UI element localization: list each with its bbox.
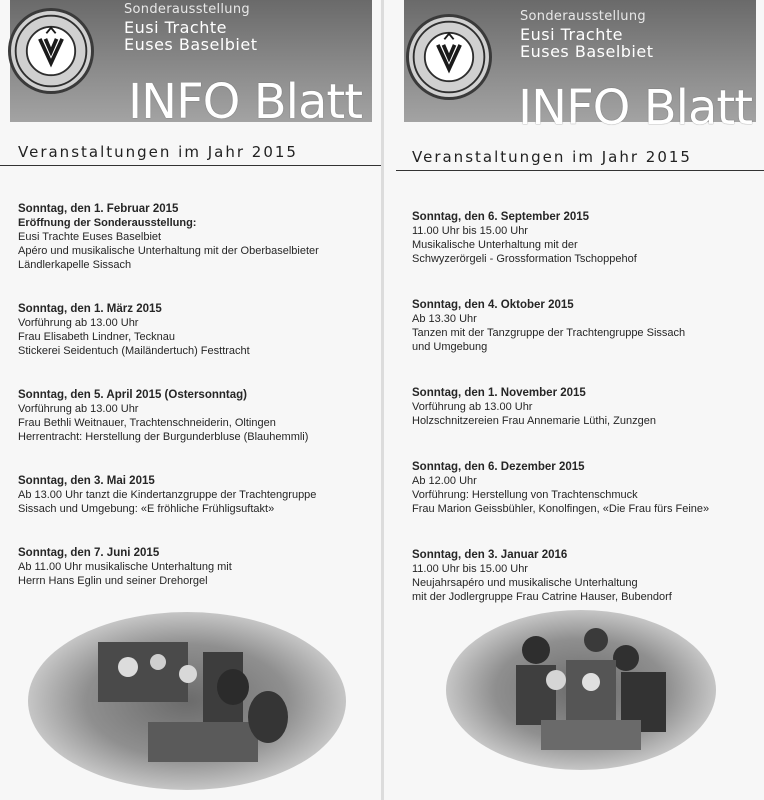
event-line: Vorführung ab 13.00 Uhr <box>18 403 139 415</box>
event-list <box>18 202 368 618</box>
event-item <box>412 210 752 266</box>
event-date: Sonntag, den 3. Januar 2016 <box>412 549 568 561</box>
info-blatt-title: INFO Blatt <box>518 80 753 136</box>
event-line: Frau Bethli Weitnauer, Trachtenschneiderin, Oltingen <box>18 417 276 429</box>
event-photo <box>28 612 346 790</box>
exhibition-label: Sonderausstellung <box>520 9 646 24</box>
event-date: Sonntag, den 4. Oktober 2015 <box>412 299 574 311</box>
event-line: 11.00 Uhr bis 15.00 Uhr <box>412 225 528 237</box>
event-line: Holzschnitzereien Frau Annemarie Lüthi, Zunzgen <box>412 415 656 427</box>
event-line: 11.00 Uhr bis 15.00 Uhr <box>412 563 528 575</box>
events-heading: Veranstaltungen im Jahr 2015 <box>412 148 692 166</box>
heading-divider <box>0 165 382 166</box>
event-line: mit der Jodlergruppe Frau Catrine Hauser, Bubendorf <box>412 591 672 603</box>
event-line: Vorführung: Herstellung von Trachtenschmuck <box>412 489 638 501</box>
exhibition-title-line2: Euses Baselbiet <box>520 42 654 62</box>
exhibition-title-line1: Eusi Trachte <box>520 24 623 44</box>
event-date: Sonntag, den 1. März 2015 <box>18 303 162 315</box>
event-date: Sonntag, den 3. Mai 2015 <box>18 475 155 487</box>
event-line: Apéro und musikalische Unterhaltung mit der Oberbaselbieter <box>18 245 319 257</box>
museum-seal-icon <box>406 14 492 100</box>
event-line: Vorführung ab 13.00 Uhr <box>412 401 533 413</box>
event-line: Ab 13.00 Uhr tanzt die Kindertanzgruppe der Trachtengruppe <box>18 489 317 501</box>
event-line: Herrentracht: Herstellung der Burgunderbluse (Blauhemmli) <box>18 431 309 443</box>
event-line: Vorführung ab 13.00 Uhr <box>18 317 139 329</box>
event-line: Stickerei Seidentuch (Mailändertuch) Festtracht <box>18 345 250 357</box>
event-item <box>18 388 368 444</box>
event-item <box>412 298 752 354</box>
event-line: Neujahrsapéro und musikalische Unterhaltung <box>412 577 638 589</box>
event-item <box>18 474 368 516</box>
event-line: Eusi Trachte Euses Baselbiet <box>18 231 162 243</box>
event-item <box>18 302 368 358</box>
event-photo <box>446 610 716 770</box>
event-line: Ab 12.00 Uhr <box>412 475 477 487</box>
event-line: Musikalische Unterhaltung mit der <box>412 239 578 251</box>
event-date: Sonntag, den 6. September 2015 <box>412 211 590 223</box>
museum-seal-icon <box>8 8 94 94</box>
event-item <box>412 548 752 604</box>
event-line: Schwyzerörgeli - Grossformation Tschoppehof <box>412 253 637 265</box>
events-heading: Veranstaltungen im Jahr 2015 <box>18 143 298 161</box>
event-line: Sissach und Umgebung: «E fröhliche Frühligsuftakt» <box>18 503 275 515</box>
event-list <box>412 210 752 636</box>
event-date: Sonntag, den 5. April 2015 (Ostersonntag) <box>18 389 247 401</box>
event-line: Frau Marion Geissbühler, Konolfingen, «Die Frau fürs Feine» <box>412 503 710 515</box>
exhibition-title-line1: Eusi Trachte <box>124 17 227 37</box>
event-line: und Umgebung <box>412 341 488 353</box>
event-subtitle: Eröffnung der Sonderausstellung: <box>18 217 197 229</box>
header-text <box>124 3 257 54</box>
event-item <box>18 546 368 588</box>
event-line: Ab 13.30 Uhr <box>412 313 477 325</box>
event-item <box>18 202 368 272</box>
event-line: Frau Elisabeth Lindner, Tecknau <box>18 331 175 343</box>
event-line: Herrn Hans Eglin und seiner Drehorgel <box>18 575 208 587</box>
event-line: Ländlerkapelle Sissach <box>18 259 132 271</box>
event-date: Sonntag, den 1. November 2015 <box>412 387 586 399</box>
heading-divider <box>396 170 764 171</box>
event-item <box>412 386 752 428</box>
exhibition-label: Sonderausstellung <box>124 2 250 17</box>
event-line: Ab 11.00 Uhr musikalische Unterhaltung mit <box>18 561 232 573</box>
event-line: Tanzen mit der Tanzgruppe der Trachtengruppe Sissach <box>412 327 686 339</box>
exhibition-title-line2: Euses Baselbiet <box>124 35 258 55</box>
event-date: Sonntag, den 1. Februar 2015 <box>18 203 179 215</box>
event-date: Sonntag, den 6. Dezember 2015 <box>412 461 585 473</box>
event-item <box>412 460 752 516</box>
event-date: Sonntag, den 7. Juni 2015 <box>18 547 160 559</box>
info-blatt-title: INFO Blatt <box>128 74 363 130</box>
header-text <box>520 10 653 61</box>
info-sheet-right <box>384 0 764 800</box>
